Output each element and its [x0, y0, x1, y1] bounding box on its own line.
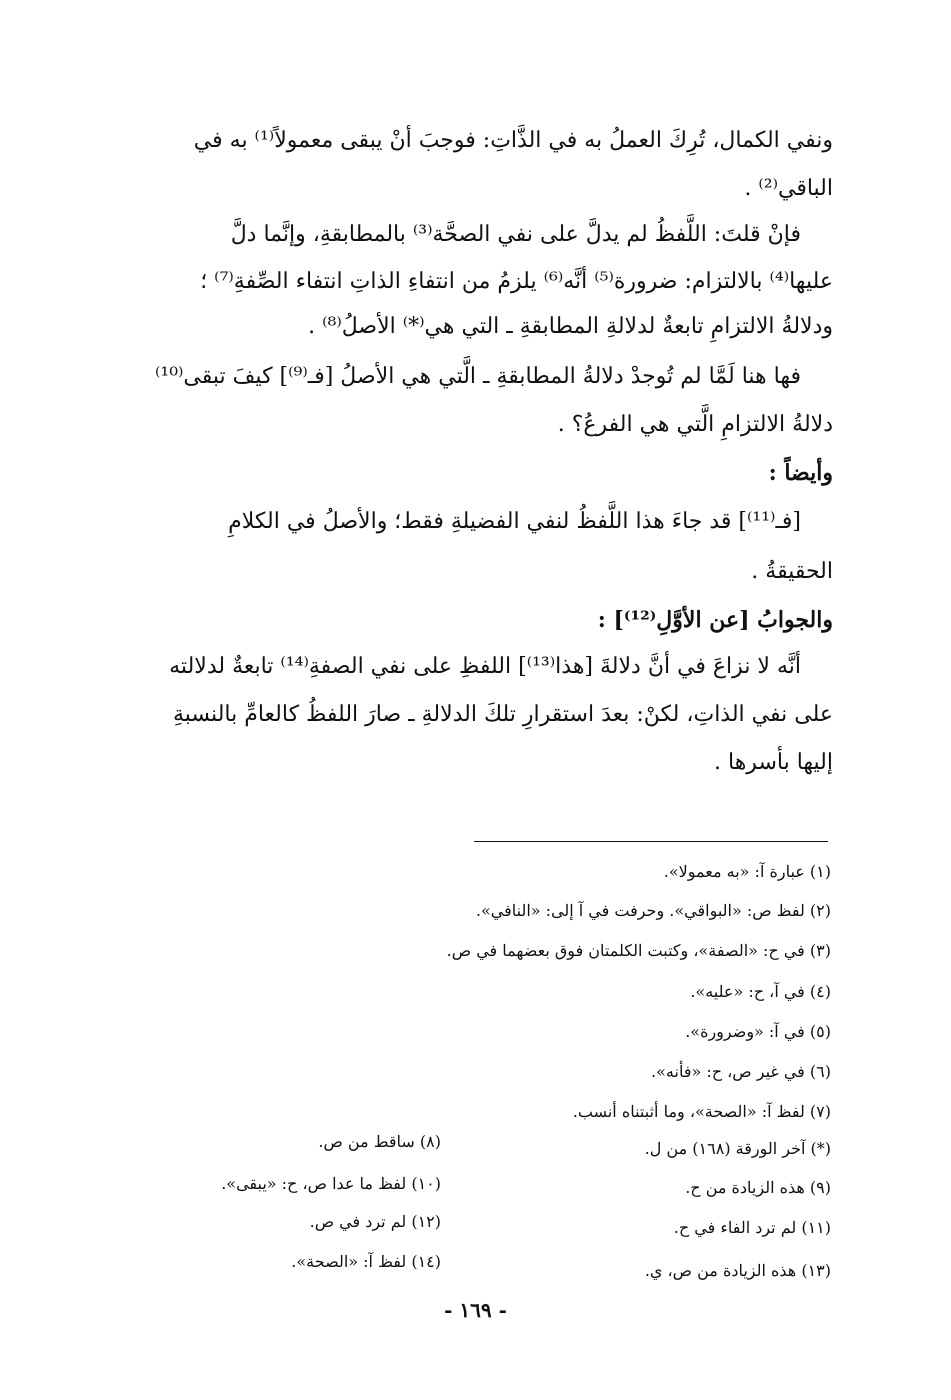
footnote-4: (٤) في آ، ح: «عليه».	[690, 982, 831, 1001]
body-line-2: الباقي⁽²⁾ .	[744, 176, 833, 201]
body-line-1: ونفي الكمال، تُرِكَ العملُ به في الذَّاتِ: فوجبَ أنْ يبقى معمولاً⁽¹⁾ به في	[193, 128, 833, 153]
footnote-12: (١٢) لم ترد في ص.	[309, 1212, 441, 1231]
body-line-5: ودلالةُ الالتزامِ تابعةٌ لدلالةِ المطابقةِ ـ التي هي⁽*⁾ الأصلُ⁽⁸⁾ .	[308, 314, 833, 339]
body-line-14: إليها بأسرها .	[714, 750, 833, 775]
body-line-12: أنَّه لا نزاعَ في أنَّ دلالةَ [هذا⁽¹³⁾] اللفظِ على نفي الصفةِ⁽¹⁴⁾ تابعةٌ لدلالته	[169, 654, 801, 679]
footnote-5: (٥) في آ: «وضرورة».	[685, 1022, 831, 1041]
footnote-6: (٦) في غير ص، ح: «فأنه».	[651, 1062, 831, 1081]
footnote-2: (٢) لفظ ص: «البواقي». وحرفت في آ إلى: «النافي».	[475, 901, 831, 920]
body-line-13: على نفي الذاتِ، لكنْ: بعدَ استقرارِ تلكَ الدلالةِ ـ صارَ اللفظُ كالعامِّ بالنسبةِ	[173, 702, 833, 727]
footnote-9: (٩) هذه الزيادة من ح.	[685, 1178, 831, 1197]
footnote-1: (١) عبارة آ: «به معمولا».	[663, 862, 831, 881]
footnote-separator	[474, 841, 828, 842]
footnote-star: (*) آخر الورقة (١٦٨) من ل.	[644, 1139, 831, 1158]
heading-answer: والجوابُ [عن الأوَّلِ⁽¹²⁾] :	[597, 607, 833, 633]
body-line-4: عليها⁽⁴⁾ بالالتزام: ضرورة⁽⁵⁾ أنَّه⁽⁶⁾ يلزمُ من انتفاءِ الذاتِ انتفاء الصِّفةِ⁽⁷⁾ ؛	[200, 269, 833, 294]
body-line-9: [فـ⁽¹¹⁾] قد جاءَ هذا اللَّفظُ لنفي الفضيلةِ فقط؛ والأصلُ في الكلامِ	[228, 509, 801, 534]
body-line-7: دلالةُ الالتزامِ الَّتي هي الفرعُ؟ .	[557, 412, 833, 437]
footnote-8: (٨) ساقط من ص.	[318, 1132, 441, 1151]
footnote-3: (٣) في ح: «الصفة»، وكتبت الكلمتان فوق بعضهما في ص.	[446, 941, 831, 960]
footnote-7: (٧) لفظ آ: «الصحة»، وما أثبتناه أنسب.	[572, 1102, 831, 1121]
body-line-3: فإنْ قلتَ: اللَّفظُ لم يدلَّ على نفي الصحَّة⁽³⁾ بالمطابقةِ، وإنَّما دلَّ	[230, 222, 801, 247]
footnote-14: (١٤) لفظ آ: «الصحة».	[291, 1252, 441, 1271]
heading-also: وأيضاً :	[768, 460, 833, 486]
page-number: - ١٦٩ -	[444, 1298, 507, 1322]
body-line-10: الحقيقةُ .	[751, 559, 833, 584]
footnote-13: (١٣) هذه الزيادة من ص، ي.	[644, 1261, 831, 1280]
footnote-10: (١٠) لفظ ما عدا ص، ح: «يبقى».	[221, 1174, 441, 1193]
body-line-6: فها هنا لَمَّا لم تُوجدْ دلالةُ المطابقةِ ـ الَّتي هي الأصلُ [فـ⁽⁹⁾] كيفَ تبقى⁽¹⁰⁾	[154, 364, 801, 389]
footnote-11: (١١) لم ترد الفاء في ح.	[673, 1218, 831, 1237]
